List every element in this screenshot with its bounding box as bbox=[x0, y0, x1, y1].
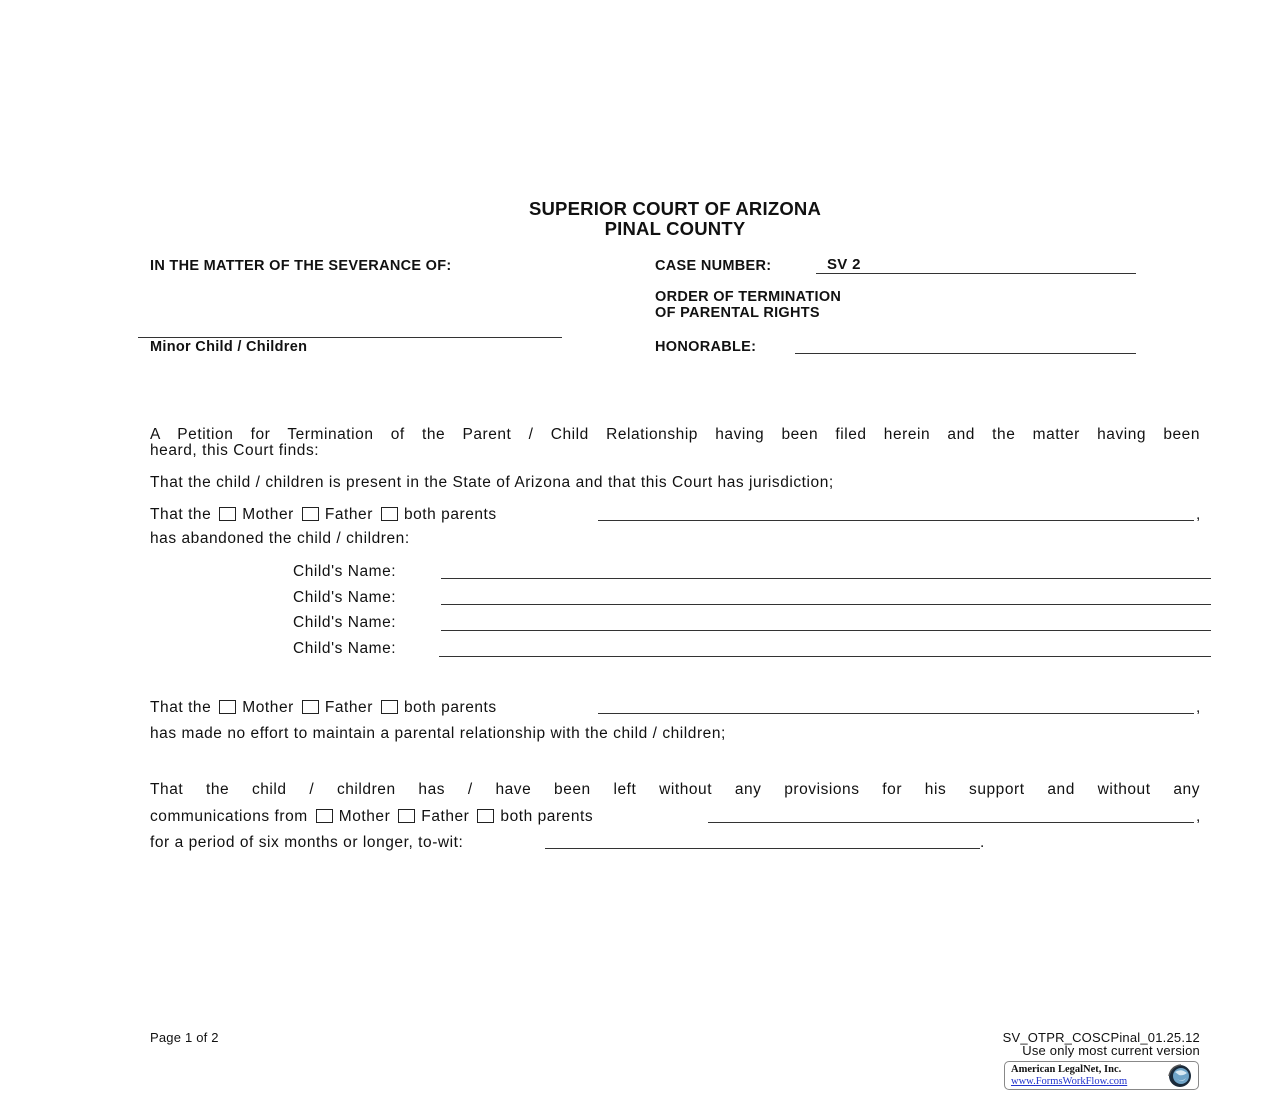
to-wit-date-field[interactable] bbox=[545, 848, 980, 849]
abandon-comma: , bbox=[1196, 506, 1201, 523]
minor-label: Minor Child / Children bbox=[150, 339, 308, 355]
child-name-label-1: Child's Name: bbox=[293, 563, 397, 580]
no-effort-mother-label: Mother bbox=[242, 699, 294, 716]
american-legalnet-badge[interactable] bbox=[1004, 1061, 1199, 1090]
abandon-father-label: Father bbox=[324, 506, 373, 523]
abandon-parent-name-field[interactable] bbox=[598, 520, 1194, 521]
no-support-mother-label: Mother bbox=[338, 808, 391, 825]
no-effort-finding-line2: has made no effort to maintain a parental relationship with the child / children; bbox=[150, 725, 726, 742]
no-support-line3: for a period of six months or longer, to-wit: bbox=[150, 834, 464, 851]
no-support-line2 bbox=[150, 808, 593, 826]
jurisdiction-finding: That the child / children is present in the State of Arizona and that this Court has jurisdiction; bbox=[150, 474, 834, 491]
abandon-both-label: both parents bbox=[403, 506, 497, 523]
order-title-line2: OF PARENTAL RIGHTS bbox=[655, 305, 820, 321]
child-name-field-1[interactable] bbox=[441, 578, 1211, 579]
no-support-father-checkbox[interactable] bbox=[398, 809, 415, 823]
no-effort-prefix: That the bbox=[150, 699, 212, 716]
abandon-mother-checkbox[interactable] bbox=[219, 507, 236, 521]
no-effort-father-checkbox[interactable] bbox=[302, 700, 319, 714]
no-support-parent-name-field[interactable] bbox=[708, 822, 1194, 823]
child-name-field-2[interactable] bbox=[441, 604, 1211, 605]
honorable-field[interactable] bbox=[795, 353, 1136, 354]
child-name-label-4: Child's Name: bbox=[293, 640, 397, 657]
no-support-both-label: both parents bbox=[500, 808, 594, 825]
no-effort-comma: , bbox=[1196, 699, 1201, 716]
globe-logo-icon bbox=[1161, 1064, 1195, 1088]
intro-line1: A Petition for Termination of the Parent / Child Relationship having been filed herein and the matter having been bbox=[150, 426, 1200, 443]
no-support-comma: , bbox=[1196, 808, 1201, 825]
child-name-field-4[interactable] bbox=[439, 656, 1211, 657]
no-effort-parent-name-field[interactable] bbox=[598, 713, 1194, 714]
page-number: Page 1 of 2 bbox=[150, 1030, 219, 1045]
no-effort-father-label: Father bbox=[324, 699, 373, 716]
form-id: SV_OTPR_COSCPinal_01.25.12 bbox=[1002, 1030, 1200, 1045]
no-support-both-checkbox[interactable] bbox=[477, 809, 494, 823]
no-effort-both-label: both parents bbox=[403, 699, 497, 716]
badge-company-name: American LegalNet, Inc. bbox=[1011, 1064, 1122, 1075]
abandon-both-checkbox[interactable] bbox=[381, 507, 398, 521]
intro-line2: heard, this Court finds: bbox=[150, 442, 320, 459]
child-name-label-3: Child's Name: bbox=[293, 614, 397, 631]
abandon-prefix: That the bbox=[150, 506, 212, 523]
honorable-label: HONORABLE: bbox=[655, 339, 757, 355]
no-effort-mother-checkbox[interactable] bbox=[219, 700, 236, 714]
version-note: Use only most current version bbox=[1022, 1043, 1200, 1058]
minor-name-line[interactable] bbox=[138, 337, 562, 338]
case-number-field[interactable] bbox=[816, 256, 1136, 274]
no-support-line1: That the child / children has / have been left without any provisions for his support and without any bbox=[150, 781, 1200, 798]
no-support-mother-checkbox[interactable] bbox=[316, 809, 333, 823]
no-effort-both-checkbox[interactable] bbox=[381, 700, 398, 714]
county-title: PINAL COUNTY bbox=[604, 218, 746, 239]
abandon-mother-label: Mother bbox=[242, 506, 294, 523]
abandon-father-checkbox[interactable] bbox=[302, 507, 319, 521]
child-name-field-3[interactable] bbox=[441, 630, 1211, 631]
badge-url-link[interactable]: www.FormsWorkFlow.com bbox=[1011, 1076, 1128, 1087]
abandon-finding-line1 bbox=[150, 506, 497, 524]
child-name-label-2: Child's Name: bbox=[293, 589, 397, 606]
matter-label: IN THE MATTER OF THE SEVERANCE OF: bbox=[150, 258, 452, 274]
no-effort-finding-line1 bbox=[150, 699, 497, 717]
abandon-finding-line2: has abandoned the child / children: bbox=[150, 530, 410, 547]
case-number-value: SV 2 bbox=[827, 256, 861, 273]
case-number-label: CASE NUMBER: bbox=[655, 258, 772, 274]
no-support-prefix: communications from bbox=[150, 808, 308, 825]
order-title-line1: ORDER OF TERMINATION bbox=[655, 289, 842, 305]
no-support-father-label: Father bbox=[421, 808, 470, 825]
to-wit-period: . bbox=[980, 834, 985, 851]
court-title: SUPERIOR COURT OF ARIZONA bbox=[528, 198, 822, 219]
